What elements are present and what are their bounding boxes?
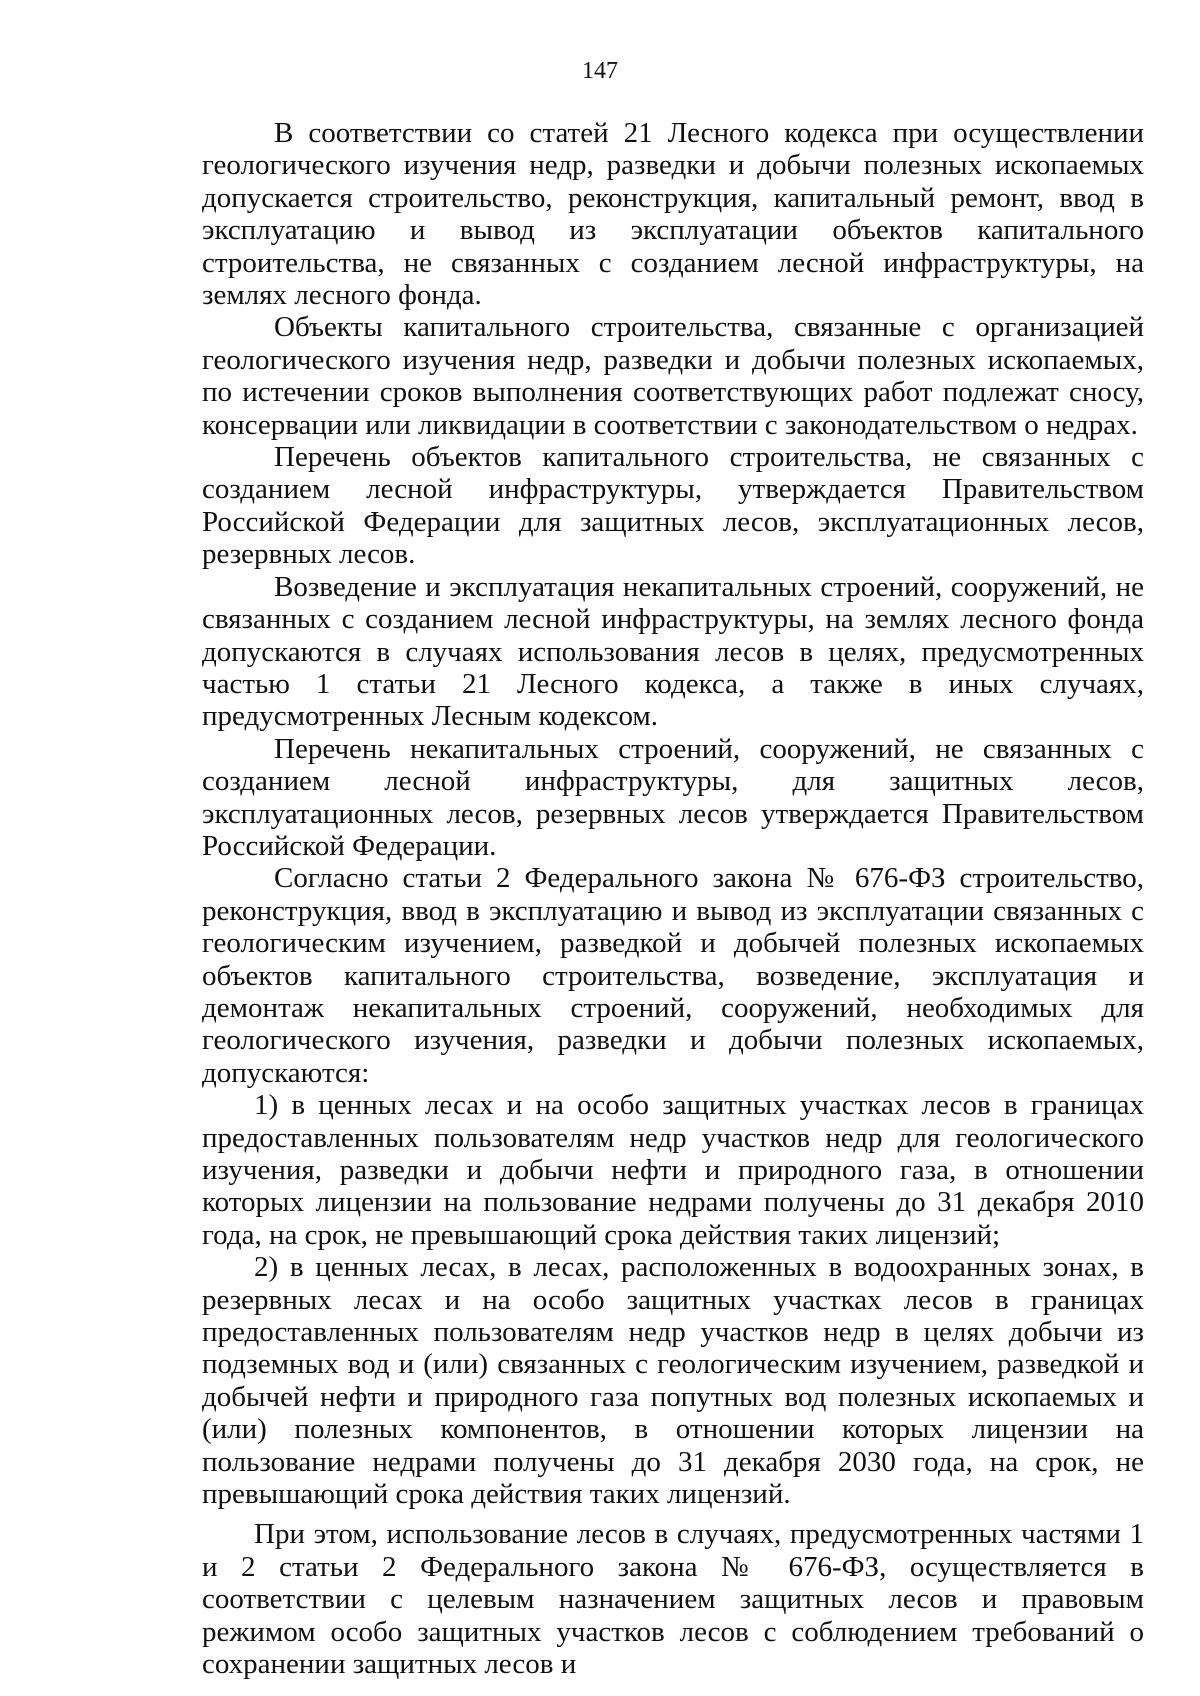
document-body — [202, 117, 1144, 1681]
list-item-2: 2) в ценных лесах, в лесах, расположенных в водоохранных зонах, в резервных лесах и на особо защитных участках лесов в границах предоставленных пользователям недр участков недр в целях добычи из подземных вод и (или) связанных с геологическим изучением, разведкой и добычей нефти и природного газа попутных вод полезных ископаемых и (или) полезных компонентов, в отношении которых лицензии на пользование недрами получены до 31 декабря 2030 года, на срок, не превышающий срока действия таких лицензий. — [202, 1251, 1144, 1511]
paragraph-forest-code-article-21: В соответствии со статей 21 Лесного кодекса при осуществлении геологического изучения недр, разведки и добычи полезных ископаемых допускается строительство, реконструкция, капитальный ремонт, ввод в эксплуатацию и вывод из эксплуатации объектов капитального строительства, не связанных с созданием лесной инфраструктуры, на землях лесного фонда. — [202, 117, 1144, 312]
paragraph-federal-law-article-2: Согласно статьи 2 Федерального закона № 676-ФЗ строительство, реконструкция, ввод в эксплуатацию и вывод из эксплуатации связанных с геологическим изучением, разведкой и добычей полезных ископаемых объектов капитального строительства, возведение, эксплуатация и демонтаж некапитальных строений, сооружений, необходимых для геологического изучения, разведки и добычи полезных ископаемых, допускаются: — [202, 862, 1144, 1089]
paragraph-noncapital-construction: Возведение и эксплуатация некапитальных строений, сооружений, не связанных с созданием лесной инфраструктуры, на землях лесного фонда допускаются в случаях использования лесов в целях, предусмотренных частью 1 статьи 21 Лесного кодекса, а также в иных случаях, предусмотренных Лесным кодексом. — [202, 570, 1144, 733]
paragraph-forest-use-conditions: При этом, использование лесов в случаях, предусмотренных частями 1 и 2 статьи 2 Федерального закона № 676-ФЗ, осуществляется в соответствии с целевым назначением защитных лесов и правовым режимом особо защитных участков лесов с соблюдением требований о сохранении защитных лесов и — [202, 1518, 1144, 1681]
paragraph-capital-objects-demolition: Объекты капитального строительства, связанные с организацией геологического изучения недр, разведки и добычи полезных ископаемых, по истечении сроков выполнения соответствующих работ подлежат сносу, консервации или ликвидации в соответствии с законодательством о недрах. — [202, 311, 1144, 441]
paragraph-noncapital-list: Перечень некапитальных строений, сооружений, не связанных с созданием лесной инфраструктуры, для защитных лесов, эксплуатационных лесов, резервных лесов утверждается Правительством Российской Федерации. — [202, 732, 1144, 862]
page-number: 147 — [582, 58, 618, 84]
list-item-1: 1) в ценных лесах и на особо защитных участках лесов в границах предоставленных пользователям недр участков недр для геологического изучения, разведки и добычи нефти и природного газа, в отношении которых лицензии на пользование недрами получены до 31 декабря 2010 года, на срок, не превышающий срока действия таких лицензий; — [202, 1089, 1144, 1251]
paragraph-capital-objects-list: Перечень объектов капитального строительства, не связанных с созданием лесной инфраструктуры, утверждается Правительством Российской Федерации для защитных лесов, эксплуатационных лесов, резервных лесов. — [202, 441, 1144, 571]
